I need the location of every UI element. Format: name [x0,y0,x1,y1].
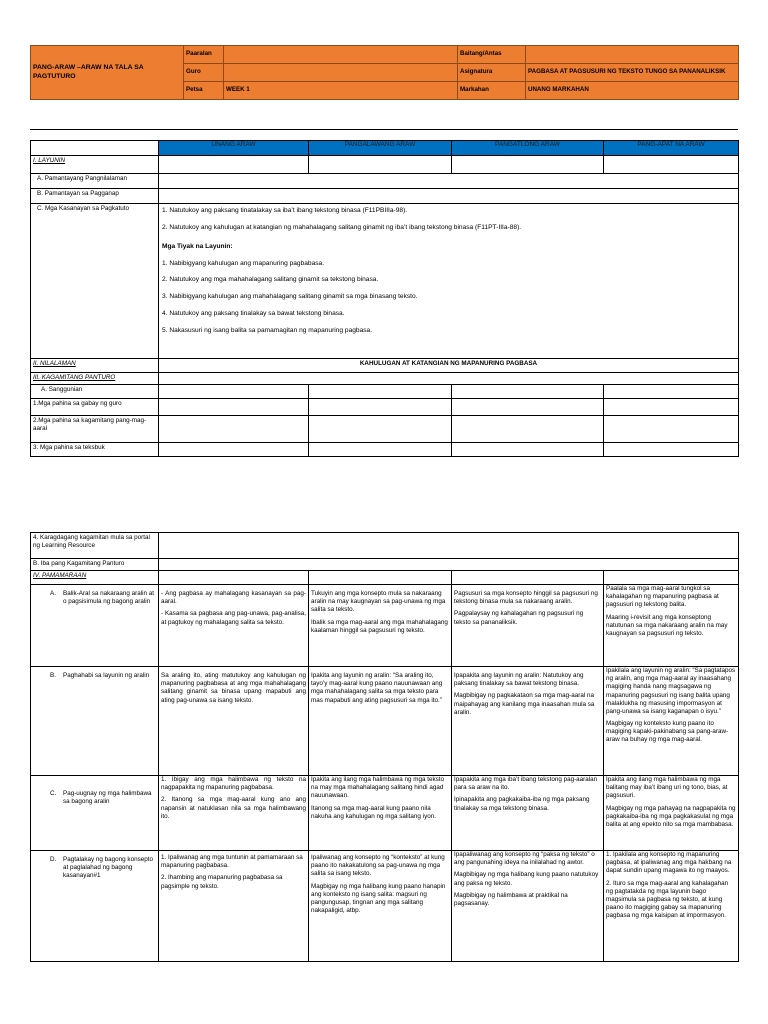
day-header-2: PANGALAWANG ARAW [309,141,452,156]
procedure-label-c: C. Pag-uugnay ng mga halimbawa sa bagong aralin [31,776,159,851]
pamamaraan-label: IV. PAMAMARAAN [31,571,159,585]
baitang-value [526,46,739,64]
tiyak-line: 4. Natutukoy ang paksang tinalakay sa bawat tekstong binasa. [162,309,345,317]
layunin-label: I. LAYUNIN [31,156,159,174]
kasanayan-content [159,204,739,359]
kagamitang-label: III. KAGAMITANG PANTURO [31,373,159,385]
day-header-1: UNANG ARAW [159,141,309,156]
petsa-value: WEEK 1 [224,82,458,100]
procedure-c-day-1: 1. Ibigay ang mga halimbawa ng teksto na nagpapakita ng mapanuring pagbabasa. 2. Itanong sa mga mag-aaral kung ano ang napansin at natuklasan nila sa mga halimbawang ito. [159,776,309,851]
lesson-plan-table-2 [30,532,739,962]
page-title: PANG-ARAW –ARAW NA TALA SA PAGTUTURO [31,46,184,100]
paaralan-label: Paaralan [184,46,224,64]
asignatura-label: Asignatura [458,64,526,82]
procedure-d-day-3: Ipapaliwanag ang konsepto ng “paksa ng teksto” o ang pangunahing ideya na inilalahad ng awtor. Magbibigay ng mga halibang kung paano natutukoy ang paksa ng teksto. Magbibigay ng halimbawa at praktikal na pagsasanay. [452,851,604,962]
day-header-3: PANGATLONG ARAW [452,141,604,156]
procedure-label-a: A. Balik-Aral sa nakaraang aralin at o pagsisimula ng bagong aralin [31,585,159,667]
procedure-d-day-2: Ipaliwanag ang konsepto ng “konteksto” at kung paano ito nakakatulong sa pag-unawa ng mga salita sa isang teksto. Magbigay ng mga halibang kung paano hanapin ang konteksto ng isang salita: magsuri ng pangungusap, tingnan ang mga salitang nakapaligid, atbp. [309,851,452,962]
pamantayang-pangnilalaman-label: A. Pamantayang Pangnilalaman [31,174,159,189]
gabay-guro-label: 1.Mga pahina sa gabay ng guro [31,399,159,416]
asignatura-value: PAGBASA AT PAGSUSURI NG TEKSTO TUNGO SA PANANALIKSIK [526,64,739,82]
procedure-b-day-3: Ipapakita ang layunin ng aralin: Natutukoy ang paksang tinalakay sa bawat tekstong binasa. Magbibigay ng pagkakataon sa mga mag-aaral na maipahayag ang kanilang mga inaasahan mula sa aralin. [452,667,604,776]
procedure-d-day-4: 1. Ipakilala ang konsepto ng mapanuring pagbasa, at ipaliwanag ang mga hakbang na dapat sundin upang magawa ito ng maayos. 2. Ituro sa mga mag-aaral ang kahalagahan ng pagtatakda ng mga layunin bago magsimula sa pagbasa ng teksto, at kung paano ito magiging gabay sa mapanuring pagbasa ng mga kaisipan at impormasyon. [604,851,739,962]
procedure-a-day-2: Tukuyin ang mga konsepto mula sa nakaraang aralin na may kaugnayan sa pag-unawa ng mga salita sa teksto. Ibalik sa mga mag-aaral ang mga mahahalagang kaalaman hinggil sa pagsusuri ng teksto. [309,585,452,667]
markahan-label: Markahan [458,82,526,100]
lesson-plan-table-1 [30,140,739,457]
procedure-c-day-2: Ipakita ang ilang mga halimbawa ng mga teksto na may mga mahahalagang salitang hindi agad nauunawaan. Itanong sa mga mag-aaral kung paano nila nakuha ang kahulugan ng mga salitang iyon. [309,776,452,851]
tiyak-line: 2. Natutukoy ang mga mahahalagang salitang ginamit sa tekstong binasa. [162,276,379,284]
kasanayan-line: 2. Natutukoy ang kahulugan at katangian ng mahahalagang salitang ginamit ng iba’t ibang tekstong binasa (F11PT-IIIa-88). [162,223,522,231]
pamantayan-pagganap-label: B. Pamantayan sa Pagganap [31,189,159,204]
procedure-b-day-2: Ipakita ang layunin ng aralin: “Sa araling ito, tayo’y mag-aaral kung paano nauunawaan ang mga mahahalagang salita sa mga teksto para mas mapabuti ang ating pagsusuri sa mga ito.” [309,667,452,776]
paaralan-value [224,46,458,64]
nilalaman-value: KAHULUGAN AT KATANGIAN NG MAPANURING PAGBASA [159,359,739,373]
guro-value [224,64,458,82]
procedure-a-day-1: - Ang pagbasa ay mahalagang kasanayan sa pag-aaral. - Kasama sa pagbasa ang pag-unawa, pag-analisa, at pagtukoy ng mahalagang salita sa teksto. [159,585,309,667]
kagamitang-mag-aaral-label: 2.Mga pahina sa kagamitang pang-mag-aaral [31,416,159,443]
corner-cell [31,141,159,156]
guro-label: Guro [184,64,224,82]
tiyak-heading: Mga Tiyak na Layunin: [162,242,233,250]
tiyak-line: 3. Nabibigyang kahulugan ang mahahalagang salitang ginamit sa mga binasang teksto. [162,293,418,301]
baitang-label: Baitang/Antas [458,46,526,64]
karagdagang-label: 4. Karagdagang kagamitan mula sa portal ng Learning Resource [31,533,159,559]
day-header-4: PANG-APAT NA ARAW [604,141,739,156]
markahan-value: UNANG MARKAHAN [526,82,739,100]
petsa-label: Petsa [184,82,224,100]
kasanayan-line: 1. Natutukoy ang paksang tinatalakay sa iba’t ibang tekstong binasa (F11PBIIIa-98). [162,207,408,214]
procedure-label-b: B. Paghahabi sa layunin ng aralin [31,667,159,776]
procedure-b-day-4: Ipakilala ang layunin ng aralin: “Sa pagtatapos ng aralin, ang mga mag-aaral ay inaasahang magiging handa nang magsagawa ng mapanuring pagsusuri ng isang balita upang malaklukha ng masusing impormasyon at pang-unawa sa isang kaganapan o isyu.” Magbigay ng konteksto kung paano ito magiging kapaki-pakinabang sa pang-araw-araw na buhay ng mga mag-aaral. [604,667,739,776]
iba-pang-label: B. Iba pang Kagamitang Panturo [31,559,159,571]
divider [30,129,738,130]
procedure-c-day-4: Ipakita ang ilang mga halimbawa ng mga balitang may iba’t ibang uri ng tono, bias, at pagsusuri. Magbigay ng mga pahayag na nagpapakita ng pagkakaiba-iba ng mga pagkakasulat ng mga balita at ang epekto nito sa mga mambabasa. [604,776,739,851]
procedure-label-d: D. Pagtalakay ng bagong konsepto at paglalahad ng bagong kasanayan#1 [31,851,159,962]
tiyak-line: 1. Nabibigyang kahulugan ang mapanuring pagbabasa. [162,259,325,267]
procedure-a-day-4: Paalala sa mga mag-aaral tungkol sa kahalagahan ng mapanuring pagbasa at pagsusuri ng tekstong balita. Maaring i-revisit ang mga konseptong natutunan sa mga nakaraang aralin na may kaugnayan sa pagsusuri ng teksto. [604,585,739,667]
procedure-b-day-1: Sa araling ito, ating matutukoy ang kahulugan ng mapanuring pagbabasa at ang mga mahahalagang salitang ginamit sa binasa upang mapabuti ang ating pag-unawa sa isang teksto. [159,667,309,776]
kasanayan-label: C. Mga Kasanayan sa Pagkatuto [31,204,159,359]
header-table [30,45,739,100]
procedure-d-day-1: 1. Ipaliwanag ang mga tuntunin at pamamaraan sa mapanuring pagbabasa. 2. Ihambing ang mapanuring pagbabasa sa pagsimple ng teksto. [159,851,309,962]
procedure-c-day-3: Ipapakita ang mga iba’t ibang tekstong pag-aaralan para sa araw na ito. Ipinapakita ang pagkakaiba-iba ng mga paksang tinalakay sa mga tekstong binasa. [452,776,604,851]
sanggunian-label: A. Sanggunian [31,385,159,399]
nilalaman-label: II. NILALAMAN [31,359,159,373]
procedure-a-day-3: Pagsusuri sa mga konsepto hinggil sa pagsusuri ng tekstong binasa mula sa nakaraang aralin. Pagpalaysay ng kahalagahan ng pagsusuri ng teksto sa pananaliksik. [452,585,604,667]
tiyak-line: 5. Nakasusuri ng isang balita sa pamamagitan ng mapanuring pagbasa. [162,326,373,334]
teksbuk-label: 3. Mga pahina sa teksbuk [31,443,159,457]
